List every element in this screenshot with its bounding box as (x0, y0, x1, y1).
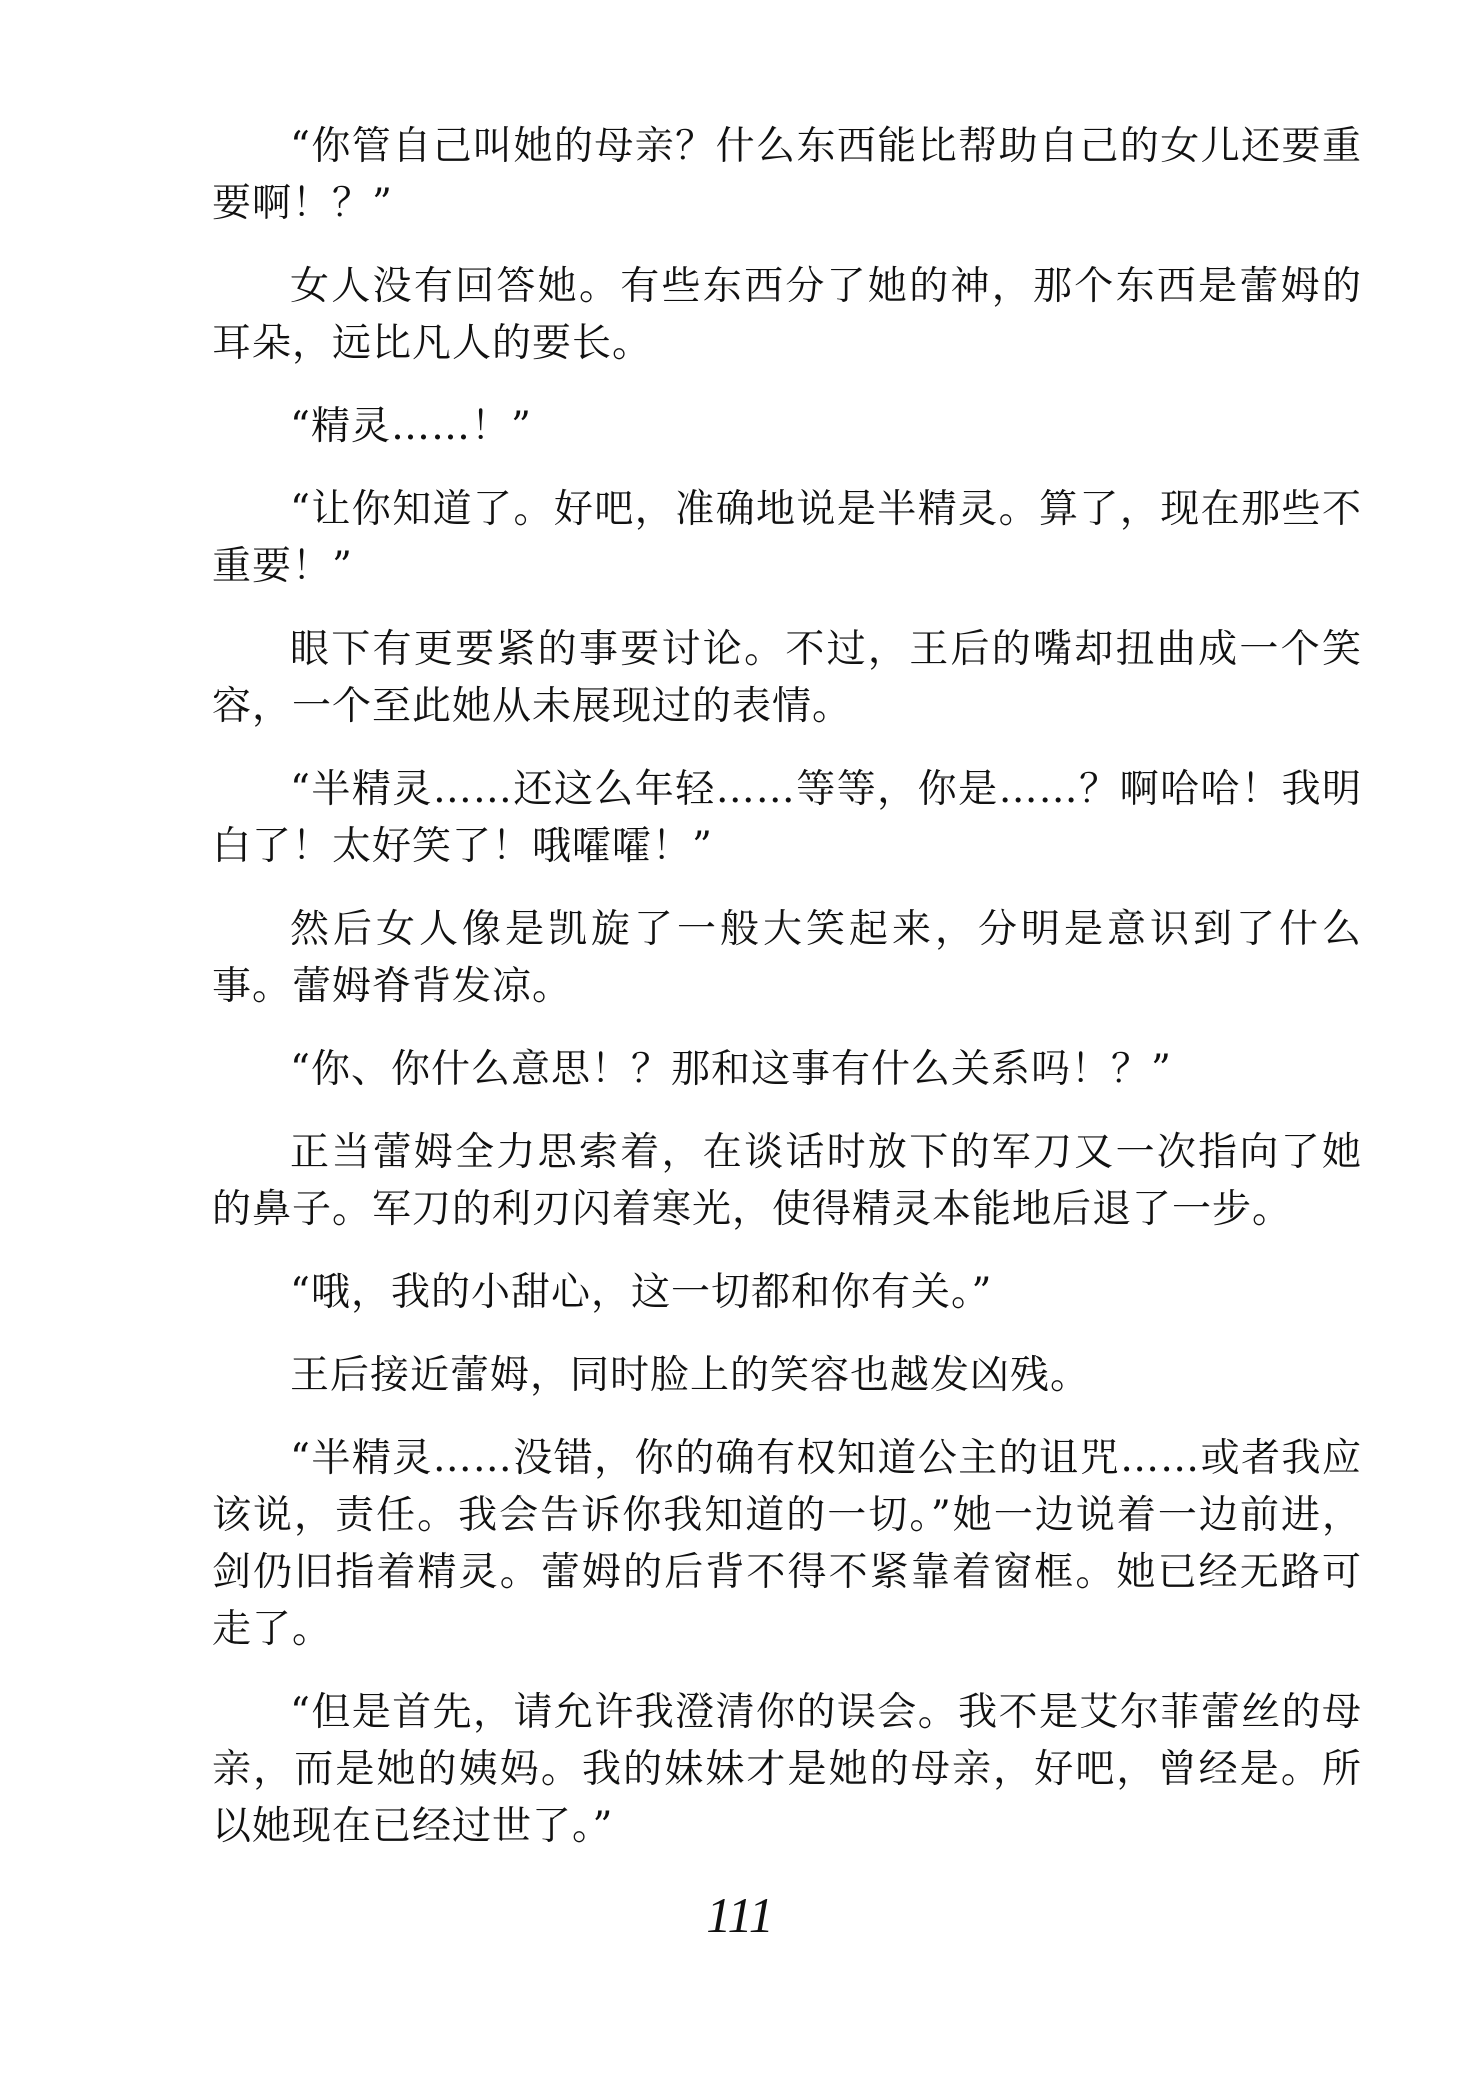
paragraph: 王后接近蕾姆，同时脸上的笑容也越发凶残。 (290, 1353, 1091, 1398)
paragraph: “但是首先，请允许我澄清你的误会。我不是艾尔菲蕾丝的母亲，而是她的姨妈。我的妹妹才是她的母亲，好吧，曾经是。所以她现在已经过世了。” (212, 1690, 1362, 1849)
body-text (212, 118, 1362, 1881)
paragraph: “半精灵……没错，你的确有权知道公主的诅咒……或者我应该说，责任。我会告诉你我知道的一切。”她一边说着一边前进，剑仍旧指着精灵。蕾姆的后背不得不紧靠着窗框。她已经无路可走了。 (212, 1436, 1362, 1652)
paragraph: 女人没有回答她。有些东西分了她的神，那个东西是蕾姆的耳朵，远比凡人的要长。 (212, 264, 1362, 366)
paragraph: “精灵……！” (290, 404, 532, 449)
paragraph: 然后女人像是凯旋了一般大笑起来，分明是意识到了什么事。蕾姆脊背发凉。 (212, 907, 1362, 1009)
paragraph: “你、你什么意思！？那和这事有什么关系吗！？” (290, 1047, 1172, 1092)
paragraph: “让你知道了。好吧，准确地说是半精灵。算了，现在那些不重要！” (212, 487, 1362, 589)
paragraph: “你管自己叫她的母亲？什么东西能比帮助自己的女儿还要重要啊！？” (212, 124, 1362, 226)
page-number: 111 (706, 1887, 774, 1943)
paragraph: “哦，我的小甜心，这一切都和你有关。” (290, 1270, 993, 1315)
paragraph: 正当蕾姆全力思索着，在谈话时放下的军刀又一次指向了她的鼻子。军刀的利刃闪着寒光，使得精灵本能地后退了一步。 (212, 1130, 1362, 1232)
paragraph: 眼下有更要紧的事要讨论。不过，王后的嘴却扭曲成一个笑容，一个至此她从未展现过的表情。 (212, 627, 1362, 729)
paragraph: “半精灵……还这么年轻……等等，你是……？啊哈哈！我明白了！太好笑了！哦嚯嚯！” (212, 767, 1362, 869)
